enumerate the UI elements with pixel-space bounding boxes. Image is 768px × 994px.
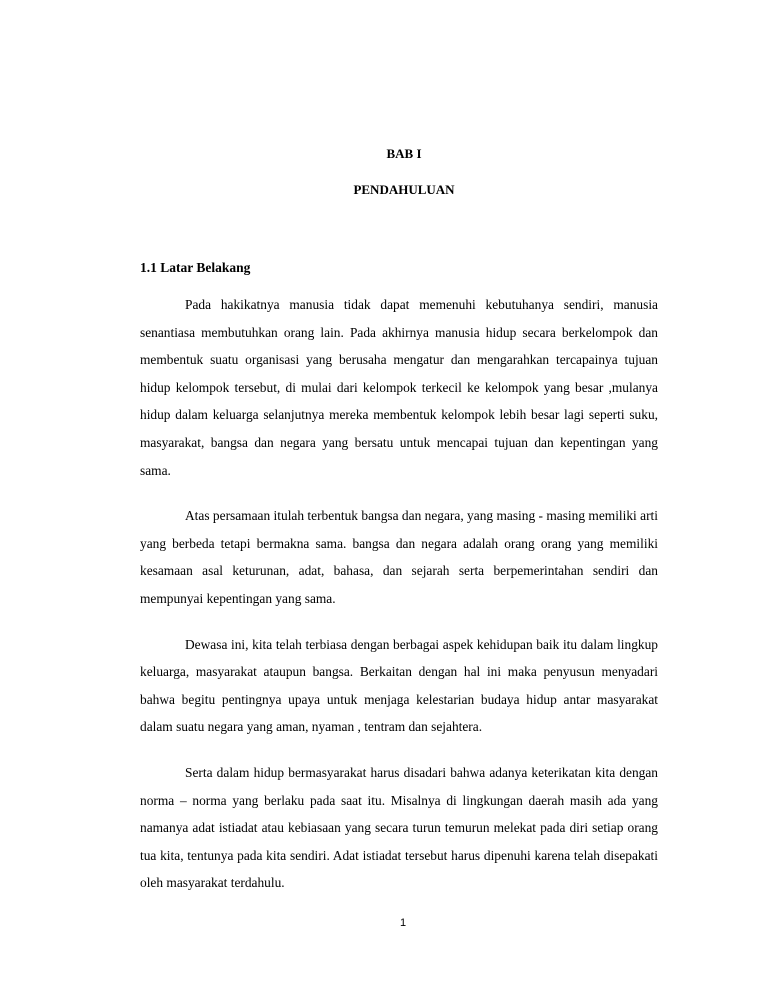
chapter-title: PENDAHULUAN <box>353 182 455 197</box>
paragraph-3: Dewasa ini, kita telah terbiasa dengan berbagai aspek kehidupan baik itu dalam lingkup keluarga, masyarakat ataupun bangsa. Berkaitan dengan hal ini maka penyusun menyadari bahwa begitu pentingnya upaya untuk menjaga kelestarian budaya hidup antar masyarakat dalam suatu negara yang aman, nyaman , tentram dan sejahtera. <box>140 636 658 735</box>
paragraph-4: Serta dalam hidup bermasyarakat harus disadari bahwa adanya keterikatan kita dengan norma – norma yang berlaku pada saat itu. Misalnya di lingkungan daerah masih ada yang namanya adat istiadat atau kebiasaan yang secara turun temurun melekat pada diri setiap orang tua kita, tentunya pada kita sendiri. Adat istiadat tersebut harus dipenuhi karena telah disepakati oleh masyarakat terdahulu. <box>140 764 658 891</box>
body-text <box>140 291 658 915</box>
paragraph-2: Atas persamaan itulah terbentuk bangsa dan negara, yang masing - masing memiliki arti yang berbeda tetapi bermakna sama. bangsa dan negara adalah orang orang yang memiliki kesamaan asal keturunan, adat, bahasa, dan sejarah serta berpemerintahan sendiri dan mempunyai kepentingan yang sama. <box>140 508 658 606</box>
paragraph-1: Pada hakikatnya manusia tidak dapat memenuhi kebutuhanya sendiri, manusia senantiasa membutuhkan orang lain. Pada akhirnya manusia hidup secara berkelompok dan membentuk suatu organisasi yang berusaha mengatur dan mengarahkan tercapainya tujuan hidup kelompok tersebut, di mulai dari kelompok terkecil ke kelompok yang besar ,mulanya hidup dalam keluarga selanjutnya mereka membentuk kelompok lebih besar lagi seperti suku, masyarakat, bangsa dan negara yang bersatu untuk mencapai tujuan dan kepentingan yang sama. <box>140 297 658 478</box>
page-number: 1 <box>399 917 407 929</box>
chapter-label: BAB I <box>386 146 422 161</box>
section-heading: 1.1 Latar Belakang <box>140 260 251 275</box>
